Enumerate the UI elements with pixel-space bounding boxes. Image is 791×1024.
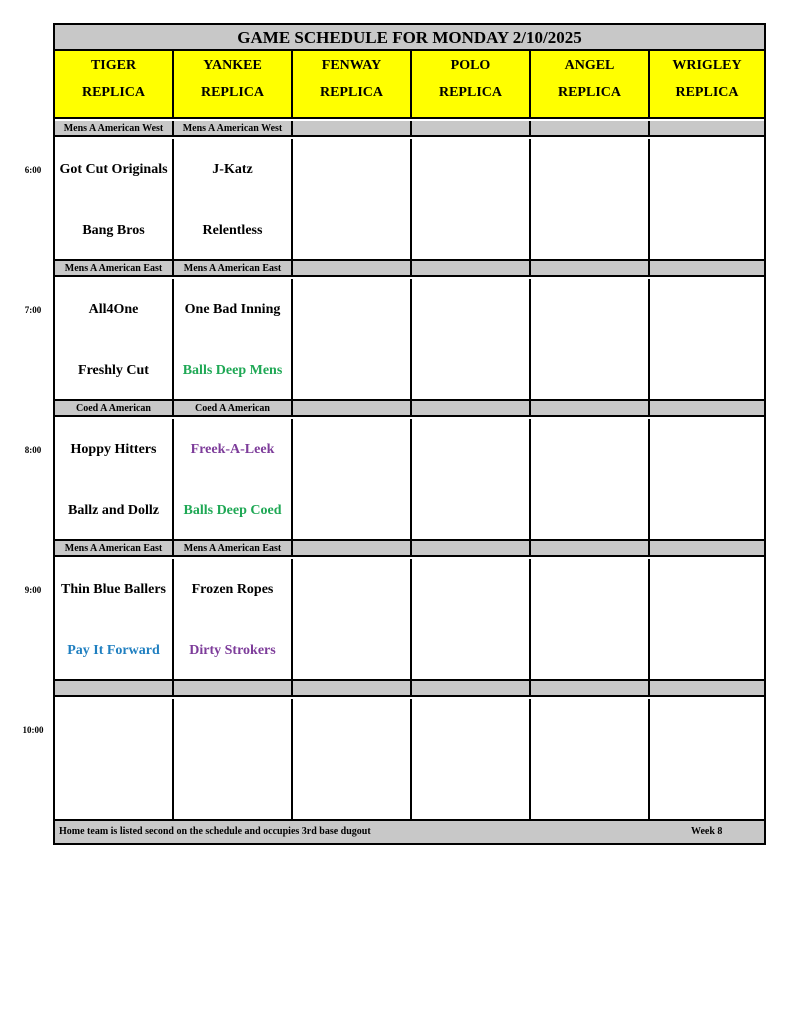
field-name: WRIGLEY (672, 58, 742, 73)
field-subtitle: REPLICA (438, 85, 502, 100)
field-header-fenway (293, 51, 412, 119)
division-label (531, 541, 650, 557)
schedule-footer (55, 821, 764, 843)
home-team: Dirty Strokers (189, 643, 276, 658)
field-header-angel (531, 51, 650, 119)
away-team: J-Katz (212, 162, 253, 177)
division-label (531, 261, 650, 277)
field-subtitle: REPLICA (200, 85, 264, 100)
game-cell (55, 419, 174, 541)
game-cell (650, 279, 764, 401)
division-label: Coed A American (55, 401, 174, 417)
division-label (412, 541, 531, 557)
time-label: 9:00 (24, 585, 42, 595)
field-subtitle: REPLICA (319, 85, 383, 100)
time-label: 10:00 (22, 725, 44, 735)
away-team: One Bad Inning (184, 302, 281, 317)
away-team: Hoppy Hitters (70, 442, 157, 457)
division-label (55, 681, 174, 697)
game-cell (174, 419, 293, 541)
away-team: Frozen Ropes (191, 582, 274, 597)
game-cell (293, 139, 412, 261)
division-label (174, 681, 293, 697)
field-subtitle: REPLICA (557, 85, 621, 100)
home-team: Bang Bros (82, 223, 145, 238)
division-label: Mens A American East (55, 261, 174, 277)
division-label (531, 681, 650, 697)
time-label: 7:00 (24, 305, 42, 315)
game-cell (293, 279, 412, 401)
game-cell (531, 279, 650, 401)
division-label: Coed A American (174, 401, 293, 417)
division-label (412, 261, 531, 277)
game-cell (293, 699, 412, 821)
field-header-yankee (174, 51, 293, 119)
away-team: Thin Blue Ballers (60, 582, 167, 597)
field-name: TIGER (90, 58, 137, 73)
home-team: Ballz and Dollz (67, 503, 159, 518)
game-cell (55, 139, 174, 261)
home-team: Balls Deep Mens (182, 363, 283, 378)
game-cell (412, 419, 531, 541)
game-cell (293, 419, 412, 541)
division-label (650, 121, 764, 137)
game-cell (174, 139, 293, 261)
game-cell (174, 279, 293, 401)
field-name: ANGEL (564, 58, 615, 73)
field-header-wrigley (650, 51, 764, 119)
division-label (531, 401, 650, 417)
division-label (412, 681, 531, 697)
division-label: Mens A American East (55, 541, 174, 557)
field-name: POLO (450, 58, 491, 73)
division-label: Mens A American East (174, 541, 293, 557)
game-cell (531, 419, 650, 541)
division-label (412, 121, 531, 137)
game-cell (55, 559, 174, 681)
away-team: Got Cut Originals (59, 162, 168, 177)
week-label: Week 8 (691, 826, 723, 837)
time-label: 8:00 (24, 445, 42, 455)
home-team: Balls Deep Coed (183, 503, 282, 518)
footer-note: Home team is listed second on the schedule and occupies 3rd base dugout (59, 826, 371, 837)
game-cell (412, 279, 531, 401)
game-cell (412, 139, 531, 261)
schedule-title: GAME SCHEDULE FOR MONDAY 2/10/2025 (55, 25, 764, 51)
game-cell (650, 559, 764, 681)
division-label (650, 541, 764, 557)
division-label (293, 121, 412, 137)
away-team: All4One (88, 302, 139, 317)
division-label: Mens A American East (174, 261, 293, 277)
game-cell (531, 559, 650, 681)
division-label (293, 681, 412, 697)
game-cell (55, 699, 174, 821)
game-cell (293, 559, 412, 681)
field-header-tiger (55, 51, 174, 119)
game-cell (650, 419, 764, 541)
time-label: 6:00 (24, 165, 42, 175)
game-cell (412, 559, 531, 681)
division-label (650, 401, 764, 417)
game-cell (174, 559, 293, 681)
field-header-polo (412, 51, 531, 119)
division-label: Mens A American West (55, 121, 174, 137)
field-subtitle: REPLICA (675, 85, 739, 100)
division-label (412, 401, 531, 417)
field-subtitle: REPLICA (81, 85, 145, 100)
schedule-sheet (53, 23, 766, 845)
game-cell (174, 699, 293, 821)
division-label (293, 261, 412, 277)
game-cell (650, 699, 764, 821)
game-cell (650, 139, 764, 261)
division-label (650, 681, 764, 697)
away-team: Freek-A-Leek (190, 442, 275, 457)
field-name: YANKEE (203, 58, 262, 73)
home-team: Pay It Forward (67, 643, 160, 658)
home-team: Relentless (202, 223, 263, 238)
game-cell (55, 279, 174, 401)
home-team: Freshly Cut (78, 363, 149, 378)
field-name: FENWAY (321, 58, 382, 73)
game-cell (531, 699, 650, 821)
game-cell (531, 139, 650, 261)
division-label: Mens A American West (174, 121, 293, 137)
division-label (531, 121, 650, 137)
division-label (650, 261, 764, 277)
division-label (293, 541, 412, 557)
game-cell (412, 699, 531, 821)
division-label (293, 401, 412, 417)
